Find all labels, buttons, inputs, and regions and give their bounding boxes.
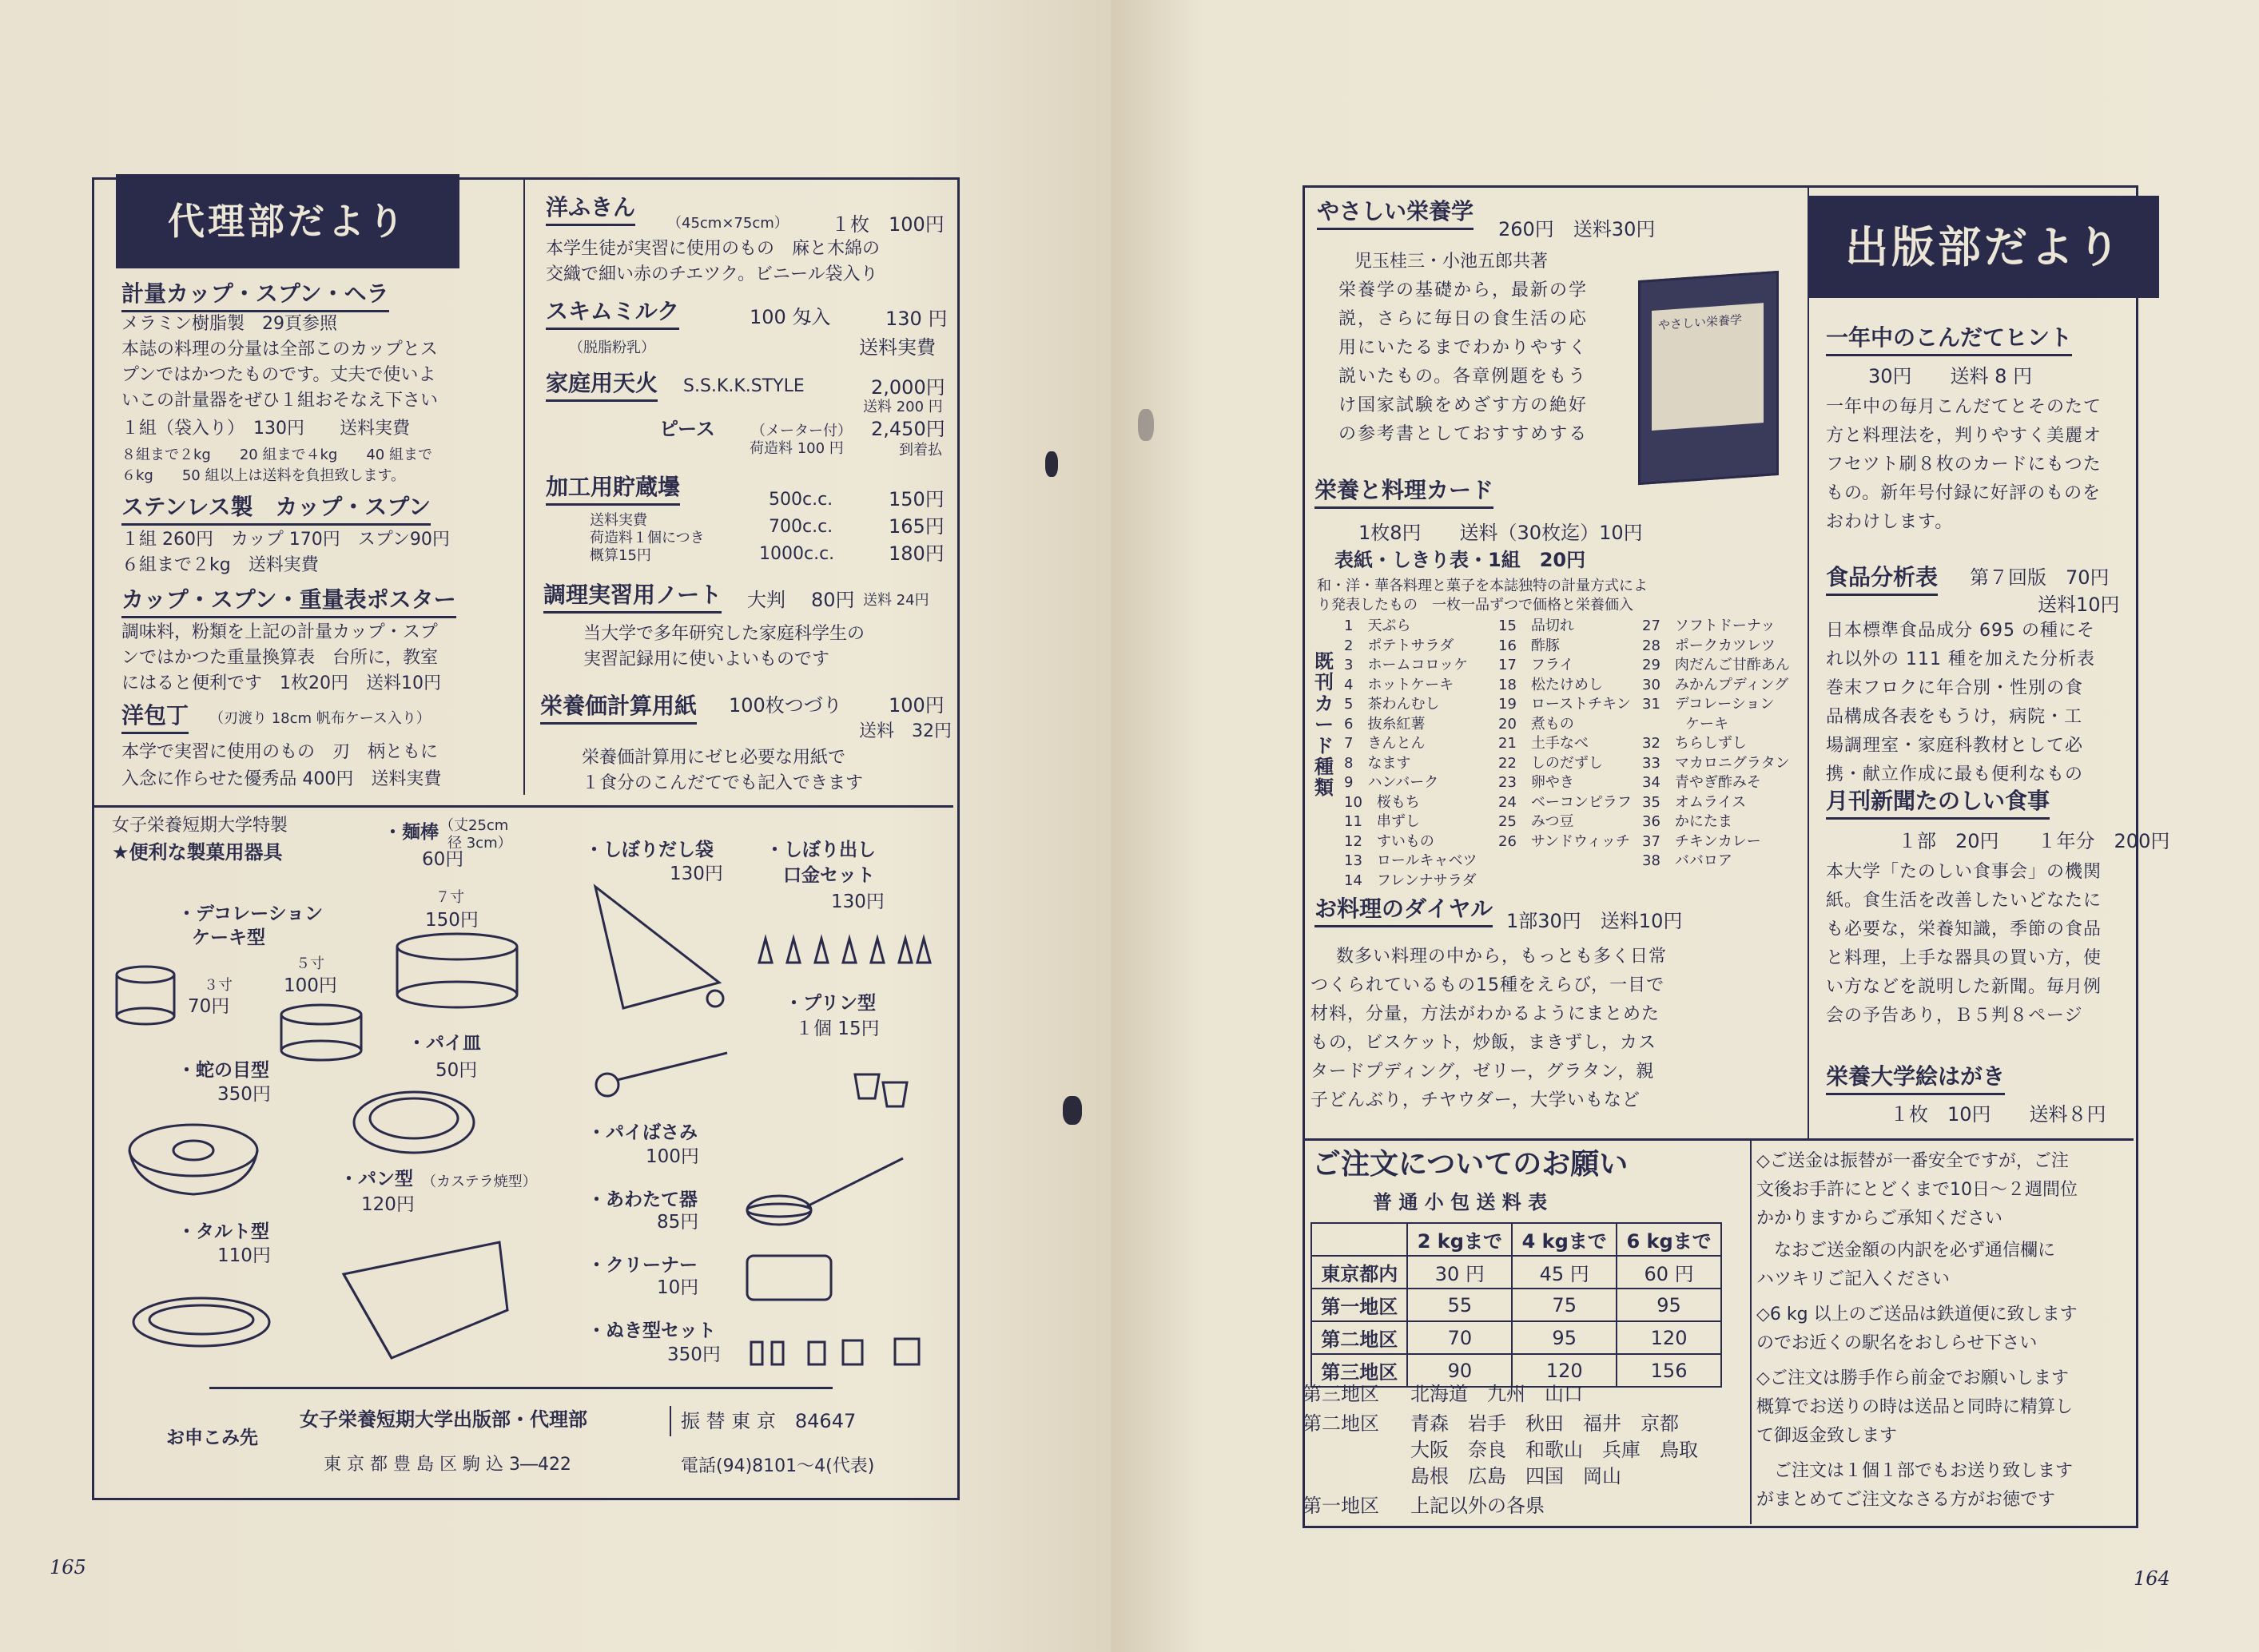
card-item: 14 フレンナサラダ — [1344, 872, 1477, 889]
nozzles-drawing — [759, 939, 930, 963]
jar-price-1000: 180円 — [889, 542, 945, 565]
menu-hint-line4: もの。新年号付録に好評のものを — [1826, 483, 2102, 503]
pastry-cutter-label: ・パイばさみ — [587, 1122, 698, 1143]
food-table-edition: 第７回版 70円 — [1970, 566, 2110, 589]
jar-note2: 荷造料１個につき — [590, 530, 705, 546]
card-item: 16 酢豚 — [1498, 637, 1560, 654]
card-item: 24 ベーコンピラフ — [1498, 793, 1632, 811]
card-item: 9 ハンバーク — [1344, 774, 1439, 791]
oven-ship: 送料 200 円 — [863, 399, 943, 415]
postage-row — [1311, 1256, 1721, 1289]
postage-price-cell: 75 — [1512, 1289, 1617, 1321]
postage-header-cell: 4 kgまで — [1512, 1223, 1617, 1256]
food-table-line6: 携・献立作成に最も便利なもの — [1826, 764, 2084, 784]
card-item: 36 かにたま — [1642, 813, 1732, 830]
card-item: 15 品切れ — [1498, 618, 1574, 634]
pastry-cutter-price: 100円 — [646, 1146, 699, 1167]
card-item: 1 天ぷら — [1344, 618, 1411, 634]
deco-cake-mold-5-drawing — [281, 1005, 361, 1060]
easy-nutrition-line6: け国家試験をめざす方の絶好 — [1338, 395, 1589, 415]
deco-label2: ケーキ型 — [192, 927, 265, 948]
piping-bag-price: 130円 — [670, 864, 723, 884]
tart-mold-drawing — [133, 1298, 269, 1346]
deco-cake-mold-7-drawing — [397, 934, 517, 1007]
card-item: ケーキ — [1642, 715, 1728, 733]
stainless-line1: １組 260円 カップ 170円 スプン90円 — [121, 530, 450, 550]
card-item: 13 ロールキャベツ — [1344, 852, 1477, 869]
newspaper-line4: と料理，上手な器具の買い方，使 — [1826, 948, 2102, 968]
towel-price: １枚 100円 — [831, 213, 945, 236]
order-note11: ご注文は１個１部でもお送り致します — [1756, 1461, 2074, 1481]
order-column-divider — [1750, 1141, 1752, 1524]
nozzle-set-label1: ・しぼり出し — [766, 840, 876, 860]
column-divider — [1808, 188, 1809, 1138]
notebook-size: 大判 — [747, 589, 785, 611]
order-note4: なおご送金額の内訳を必ず通信欄に — [1756, 1241, 2056, 1261]
binding-hole — [1045, 451, 1058, 477]
piping-bag-drawing — [595, 887, 723, 1008]
measuring-set-ship2: ６kg 50 組以上は送料を負担致します。 — [121, 467, 406, 484]
card-item: 19 ローストチキン — [1498, 696, 1631, 713]
notebook-line1: 当大学で多年研究した家庭科学生の — [583, 624, 865, 644]
deco-3-size: ３寸 — [204, 977, 233, 994]
newspaper-line5: い方などを説明した新聞。毎月例 — [1826, 977, 2102, 997]
menu-hint-line2: 方と料理法を，判りやすく美麗オ — [1826, 426, 2102, 446]
easy-nutrition-line3: 説，さらに毎日の食生活の応 — [1338, 309, 1589, 329]
food-table-title: 食品分析表 — [1826, 563, 1938, 596]
order-note7: のでお近くの駅名をおしらせ下さい — [1756, 1333, 2038, 1353]
zone-prefectures: 上記以外の各県 — [1410, 1495, 1545, 1517]
pastry-cutter-drawing — [596, 1053, 727, 1096]
newspaper-price: １部 20円 １年分 200円 — [1898, 830, 2170, 852]
easy-nutrition-line4: 用にいたるまでわかりやすく — [1338, 338, 1589, 358]
card-item: 31 デコレーション — [1642, 696, 1775, 713]
publishing-banner: 出版部だより — [1809, 196, 2159, 298]
deco-cake-mold-3-drawing — [117, 967, 174, 1024]
nutrition-sheet-title: 栄養価計算用紙 — [540, 692, 697, 725]
card-item: 11 串ずし — [1344, 813, 1420, 830]
jar-note3: 概算15円 — [590, 547, 651, 564]
newspaper-line2: 紙。食生活を改善したいどなたに — [1826, 891, 2102, 911]
pie-plate-drawing — [354, 1092, 474, 1153]
food-table-line1: 日本標準食品成分 695 の種にそ — [1826, 621, 2095, 641]
card-item: 18 松たけめし — [1498, 676, 1603, 693]
tools-illustrations — [0, 0, 1111, 1652]
notebook-line2: 実習記録用に使いよいものです — [583, 649, 830, 669]
order-note5: ハツキリご記入ください — [1756, 1269, 1951, 1289]
stainless-title: ステンレス製 カップ・スプン — [121, 493, 431, 526]
newspaper-line1: 本大学「たのしい食事会」の機関 — [1826, 862, 2102, 882]
zone-prefectures: 大阪 奈良 和歌山 兵庫 鳥取 — [1410, 1439, 1698, 1461]
cards-desc2: り発表したもの 一枚一品ずつで価格と栄養価入 — [1317, 597, 1633, 614]
oven-model2: ピース — [659, 418, 715, 440]
postage-price-cell: 90 — [1407, 1354, 1512, 1387]
nutrition-sheet-line2: １食分のこんだてでも記入できます — [582, 773, 864, 793]
oven-paid: 到着払 — [899, 442, 942, 459]
easy-nutrition-line7: の参考書としておすすめする — [1338, 424, 1589, 444]
easy-nutrition-line2: 栄養学の基礎から，最新の学 — [1338, 280, 1589, 300]
bread-pan-label: ・パン型 — [340, 1169, 413, 1189]
book-cover-title: やさしい栄養学 — [1658, 312, 1743, 333]
postage-table-header — [1311, 1223, 1721, 1256]
book-cover-panel — [1652, 303, 1764, 431]
postage-table — [1310, 1222, 1722, 1388]
pie-plate-label: ・パイ皿 — [408, 1033, 481, 1054]
menu-hint-line1: 一年中の毎月こんだてとそのたて — [1826, 397, 2102, 417]
towel-line2: 交織で細い赤のチエツク。ビニール袋入り — [546, 264, 878, 284]
deco-5-size: ５寸 — [296, 955, 324, 972]
postage-price-cell: 60 円 — [1617, 1256, 1721, 1289]
bread-pan-drawing — [344, 1242, 507, 1358]
tart-mold-label: ・タルト型 — [177, 1221, 269, 1242]
dial-line4: もの，ビスケット，炒飯，まきずし，カス — [1310, 1033, 1657, 1053]
jar-size-700: 700c.c. — [769, 517, 833, 537]
food-table-line3: 巻末フロクに年合別・性別の食 — [1826, 678, 2084, 698]
nutrition-sheet-qty: 100枚つづり — [729, 694, 842, 717]
cleaner-drawing — [747, 1256, 831, 1300]
dial-line5: タードプディング，ゼリー，グラタン，親 — [1310, 1062, 1655, 1082]
card-item: 6 抜糸紅薯 — [1344, 715, 1426, 733]
jar-size-1000: 1000c.c. — [759, 544, 835, 564]
footer-phone: 電話(94)8101～4(代表) — [681, 1456, 875, 1476]
easy-nutrition-title: やさしい栄養学 — [1317, 197, 1474, 230]
cards-desc1: 和・洋・華各料理と菓子を本誌独特の計量方式によ — [1317, 578, 1648, 594]
skim-milk-title: スキムミルク — [546, 297, 679, 330]
skim-milk-qty: 100 匁入 — [750, 306, 831, 328]
postage-table-title: 普 通 小 包 送 料 表 — [1373, 1191, 1548, 1213]
card-item: 5 茶わんむし — [1344, 696, 1440, 713]
postage-zone-cell: 第三地区 — [1311, 1354, 1407, 1387]
dial-line2: つくられているもの15種をえらび，一目で — [1310, 975, 1665, 995]
deco-7-size: ７寸 — [435, 889, 464, 906]
towel-title: 洋ふきん — [546, 193, 635, 226]
measuring-set-line4: いこの計量器をぜひ１組おそなえ下さい — [121, 391, 439, 411]
binding-hole — [1138, 409, 1154, 441]
card-item: 2 ポテトサラダ — [1344, 637, 1454, 654]
card-item: 27 ソフトドーナッ — [1642, 618, 1776, 634]
card-item: 28 ポークカツレツ — [1642, 637, 1776, 654]
deco-3-price: 70円 — [188, 996, 230, 1017]
postage-row — [1311, 1321, 1721, 1354]
stainless-line2: ６組まで２kg 送料実費 — [121, 555, 319, 575]
cards-price: 1枚8円 送料（30枚迄）10円 — [1358, 522, 1643, 544]
page-number-right: 164 — [2134, 1567, 2170, 1590]
notebook-price: 80円 — [811, 589, 855, 611]
ring-mold-price: 350円 — [217, 1084, 271, 1105]
measuring-set-title: 計量カップ・スプン・ヘラ — [121, 280, 389, 312]
cutter-set-price: 350円 — [667, 1344, 721, 1365]
menu-hint-price: 30円 送料 8 円 — [1868, 365, 2033, 387]
postage-price-cell: 45 円 — [1512, 1256, 1617, 1289]
nutrition-sheet-price: 100円 — [889, 694, 945, 717]
rolling-pin-size1: （丈25cm — [439, 817, 509, 834]
order-note6: ◇6 kg 以上のご送品は鉄道便に致します — [1756, 1305, 2078, 1324]
cards-title: 栄養と料理カード — [1314, 476, 1493, 509]
card-item: 32 ちらしずし — [1642, 735, 1747, 752]
card-item: 8 なます — [1344, 754, 1411, 772]
deco-label1: ・デコレーション — [177, 903, 324, 924]
postcard-price: １枚 10円 送料８円 — [1890, 1103, 2106, 1126]
easy-nutrition-price: 260円 送料30円 — [1498, 218, 1656, 240]
footer-label: お申こみ先 — [166, 1428, 258, 1448]
footer-org: 女子栄養短期大学出版部・代理部 — [300, 1408, 587, 1431]
knife-line2: 入念に作らせた優秀品 400円 送料実費 — [121, 769, 442, 789]
order-note8: ◇ご注文は勝手作ら前金でお願いします — [1756, 1368, 2069, 1388]
postage-zone-cell: 第二地区 — [1311, 1321, 1407, 1354]
menu-hint-line3: フセツト刷８枚のカードにもつた — [1826, 455, 2102, 475]
postage-price-cell: 55 — [1407, 1289, 1512, 1321]
skim-milk-ship: 送料実費 — [859, 336, 936, 359]
binding-hole — [1063, 1096, 1082, 1125]
cutter-set-label: ・ぬき型セット — [587, 1320, 716, 1341]
card-item: 34 青やぎ酢みそ — [1642, 774, 1761, 791]
zone-prefectures: 島根 広島 四国 岡山 — [1410, 1465, 1621, 1487]
pie-plate-price: 50円 — [435, 1060, 478, 1081]
cleaner-label: ・クリーナー — [587, 1255, 698, 1276]
card-item: 4 ホットケーキ — [1344, 676, 1454, 693]
jar-price-500: 150円 — [889, 488, 945, 510]
bread-pan-price: 120円 — [361, 1194, 415, 1215]
card-item: 20 煮もの — [1498, 715, 1574, 733]
card-item: 25 みつ豆 — [1498, 813, 1574, 830]
skim-milk-price: 130 円 — [885, 308, 948, 330]
towel-size: （45cm×75cm） — [667, 215, 789, 232]
card-item: 29 肉だんご甘酢あん — [1642, 657, 1790, 673]
towel-line1: 本学生徒が実習に使用のもの 麻と木綿の — [546, 239, 881, 259]
pudding-label: ・プリン型 — [785, 993, 877, 1014]
card-item: 10 桜もち — [1344, 793, 1420, 811]
jar-title: 加工用貯蔵壜 — [546, 473, 680, 506]
tart-mold-price: 110円 — [217, 1245, 271, 1266]
jar-price-700: 165円 — [889, 515, 945, 538]
cards-side-label: 既刊カード種類 — [1314, 650, 1334, 800]
footer-transfer: 振 替 東 京 84647 — [681, 1410, 857, 1432]
poster-title: カップ・スプン・重量表ポスター — [121, 586, 456, 618]
dial-line6: 子どんぶり，チヤウダー，大学いもなど — [1310, 1090, 1641, 1110]
postage-header-cell — [1311, 1223, 1407, 1256]
poster-line3: にはると便利です 1枚20円 送料10円 — [121, 673, 441, 693]
footer-divider — [670, 1406, 671, 1436]
oven-meter: （メーター付） — [751, 423, 852, 439]
deco-5-price: 100円 — [284, 975, 337, 996]
ring-mold-drawing — [129, 1125, 257, 1194]
oven-title: 家庭用天火 — [546, 369, 658, 402]
order-title: ご注文についてのお願い — [1312, 1148, 1629, 1181]
footer-address: 東 京 都 豊 島 区 駒 込 3―422 — [324, 1455, 571, 1475]
measuring-set-line2: 本誌の料理の分量は全部このカップとス — [121, 340, 438, 359]
order-note9: 概算でお送りの時は送品と同時に精算し — [1756, 1397, 2074, 1417]
order-note3: かかりますからご承知ください — [1756, 1209, 2003, 1229]
newspaper-line6: 会の予告あり，Ｂ５判８ページ — [1826, 1006, 2083, 1026]
pudding-price: １個 15円 — [795, 1019, 880, 1039]
order-note1: ◇ご送金は振替が一番安全ですが，ご注 — [1756, 1151, 2069, 1171]
deco-7-price: 150円 — [425, 910, 479, 931]
rolling-pin-price: 60円 — [422, 849, 464, 870]
menu-hint-line5: おわけします。 — [1826, 512, 1954, 532]
whisk-label: ・あわたて器 — [587, 1189, 698, 1210]
whisk-price: 85円 — [657, 1212, 699, 1233]
nozzle-set-price: 130円 — [831, 892, 885, 912]
easy-nutrition-line5: 説いたもの。各章例題をもう — [1338, 367, 1588, 387]
easy-nutrition-authors: 児玉桂三・小池五郎共著 — [1354, 252, 1549, 272]
notebook-ship: 送料 24円 — [863, 592, 929, 609]
nutrition-sheet-ship: 送料 32円 — [859, 721, 952, 741]
postage-price-cell: 120 — [1512, 1354, 1617, 1387]
left-page — [0, 0, 1111, 1652]
pudding-molds-drawing — [855, 1074, 907, 1106]
dial-title: お料理のダイヤル — [1314, 895, 1493, 927]
postage-header-cell: 2 kgまで — [1407, 1223, 1512, 1256]
postage-price-cell: 120 — [1617, 1321, 1721, 1354]
knife-title: 洋包丁 — [121, 701, 189, 734]
notebook-title: 調理実習用ノート — [543, 581, 722, 614]
measuring-set-line1: メラミン樹脂製 29頁参照 — [121, 314, 337, 334]
zone-label: 第一地区 — [1303, 1495, 1379, 1517]
oven-fee: 荷造料 100 円 — [750, 440, 844, 457]
cleaner-price: 10円 — [657, 1277, 699, 1298]
oven-model: S.S.K.K.STYLE — [683, 376, 805, 396]
postage-price-cell: 95 — [1512, 1321, 1617, 1354]
postage-header-cell: 6 kgまで — [1617, 1223, 1721, 1256]
order-divider — [1305, 1138, 2134, 1141]
order-note12: がまとめてご注文なさる方がお徳です — [1756, 1490, 2056, 1510]
postage-price-cell: 95 — [1617, 1289, 1721, 1321]
skim-milk-sub: （脱脂粉乳） — [569, 340, 655, 356]
card-item: 21 土手なべ — [1498, 735, 1589, 752]
food-table-line2: れ以外の 111 種を加えた分析表 — [1826, 649, 2095, 669]
zone-label: 第三地区 — [1303, 1383, 1379, 1405]
zone-prefectures: 青森 岩手 秋田 福井 京都 — [1410, 1412, 1679, 1435]
card-item: 38 ババロア — [1642, 852, 1732, 869]
postage-price-cell: 30 円 — [1407, 1256, 1512, 1289]
dial-line3: 材料，分量，方法がわかるようにまとめた — [1310, 1004, 1660, 1024]
tools-header1: 女子栄養短期大学特製 — [112, 816, 288, 836]
card-item: 17 フライ — [1498, 657, 1574, 673]
card-item: 26 サンドウィッチ — [1498, 832, 1630, 850]
card-item: 35 オムライス — [1642, 793, 1747, 811]
dial-line1: 数多い料理の中から，もっとも多く日常 — [1336, 947, 1668, 967]
card-item: 3 ホームコロッケ — [1344, 657, 1469, 673]
poster-line2: ンではかつた重量換算表 台所に，教室 — [121, 648, 439, 668]
postage-row — [1311, 1289, 1721, 1321]
measuring-set-ship1: ８組まで２kg 20 組まで４kg 40 組まで — [121, 447, 432, 463]
whisk-drawing — [747, 1158, 903, 1225]
ring-mold-label: ・蛇の目型 — [177, 1060, 269, 1081]
card-item: 12 すいもの — [1344, 832, 1434, 850]
postage-price-cell: 70 — [1407, 1321, 1512, 1354]
postage-price-cell: 156 — [1617, 1354, 1721, 1387]
postage-zone-cell: 東京都内 — [1311, 1256, 1407, 1289]
bread-pan-note: （カステラ焼型） — [422, 1173, 537, 1190]
card-item: 33 マカロニグラタン — [1642, 754, 1790, 772]
order-note10: て御返金致します — [1756, 1426, 1898, 1446]
card-item: 30 みかんプディング — [1642, 676, 1789, 693]
newspaper-title: 月刊新聞たのしい食事 — [1826, 787, 2050, 820]
right-page — [1111, 0, 2259, 1652]
footer-rule — [209, 1387, 833, 1389]
tools-header2: ★便利な製菓用器具 — [112, 841, 283, 864]
measuring-set-line3: プンではかつたものです。丈夫で使いよ — [121, 365, 436, 385]
oven-price: 2,000円 — [871, 376, 945, 399]
newspaper-line3: も必要な，栄養知識，季節の食品 — [1826, 919, 2102, 939]
piping-bag-label: ・しぼりだし袋 — [585, 840, 714, 860]
nozzle-set-label2: 口金セット — [783, 865, 875, 886]
card-item: 22 しのだずし — [1498, 754, 1603, 772]
menu-hint-title: 一年中のこんだてヒント — [1826, 324, 2072, 356]
knife-sub: （刃渡り 18cm 帆布ケース入り） — [209, 710, 431, 727]
card-item: 7 きんとん — [1344, 735, 1426, 752]
oven-price2: 2,450円 — [871, 418, 945, 440]
food-table-line5: 場調理室・家庭科教材として必 — [1826, 736, 2084, 756]
food-table-ship: 送料10円 — [2038, 594, 2120, 616]
nutrition-sheet-line1: 栄養価計算用にゼヒ必要な用紙で — [582, 748, 846, 768]
rolling-pin-size2: 径 3cm） — [447, 835, 512, 852]
postage-zone-cell: 第一地区 — [1311, 1289, 1407, 1321]
agency-banner: 代理部だより — [116, 174, 459, 268]
page-number-left: 165 — [50, 1556, 86, 1579]
dial-price: 1部30円 送料10円 — [1506, 910, 1683, 932]
card-item: 23 卵やき — [1498, 774, 1574, 791]
postcard-title: 栄養大学絵はがき — [1826, 1062, 2005, 1095]
order-note2: 文後お手許にとどくまで10日～２週間位 — [1756, 1180, 2078, 1200]
rolling-pin-label: ・麺棒 — [384, 822, 439, 843]
jar-note1: 送料実費 — [590, 512, 647, 529]
cutter-set-drawing — [751, 1339, 919, 1364]
cards-cover-price: 表紙・しきり表・1組 20円 — [1334, 549, 1586, 571]
food-table-line4: 品構成各表をもうけ，病院・工 — [1826, 707, 2083, 727]
measuring-set-price: １組（袋入り） 130円 送料実費 — [121, 419, 410, 439]
poster-line1: 調味料，粉類を上記の計量カップ・スプ — [121, 622, 438, 642]
zone-prefectures: 北海道 九州 山口 — [1410, 1383, 1583, 1405]
card-item: 37 チキンカレー — [1642, 832, 1761, 850]
jar-size-500: 500c.c. — [769, 490, 833, 510]
book-cover — [1638, 271, 1779, 485]
knife-line1: 本学で実習に使用のもの 刃 柄ともに — [121, 742, 439, 762]
zone-label: 第二地区 — [1303, 1412, 1379, 1435]
